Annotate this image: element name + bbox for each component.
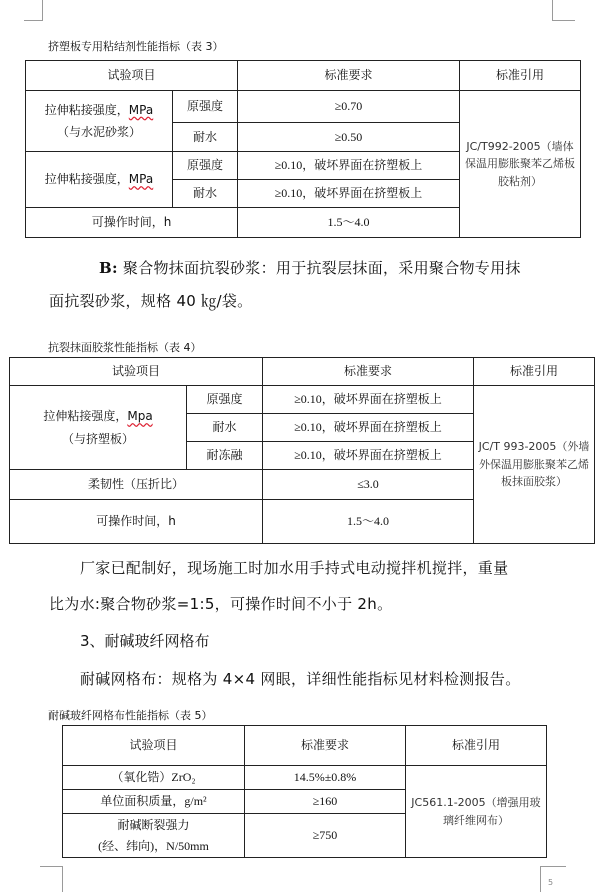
table5-strength-cell [63,814,245,858]
table4-group-label: 拉伸粘接强度，Mpa [43,409,153,424]
table4-group-sub: （与挤塑板） [61,431,134,446]
table4-header-requirement: 标准要求 [263,358,474,386]
table5-caption: 耐碱玻纤网格布性能指标（表 5） [48,709,213,722]
table3-group1-sub: （与水泥砂浆） [56,125,141,139]
table3-cond-4: 耐水 [173,180,238,208]
table5-strength-line1: 耐碱断裂强力 [117,818,190,833]
table3-operable-label: 可操作时间，h [26,208,238,238]
table3-group1-cell [26,91,173,152]
section3-heading: 3、耐碱玻纤网格布 [80,632,210,650]
table4-flex-req: ≤3.0 [263,470,474,500]
para-b-label: B: [99,259,118,277]
table5 [62,725,547,858]
table3-reference: JC/T992-2005（墙体保温用膨胀聚苯乙烯板胶粘剂） [460,91,581,238]
table4-cond-2: 耐水 [187,414,263,442]
table-row [10,386,595,414]
table5-header-reference: 标准引用 [406,726,547,766]
table3-group2-label: 拉伸粘接强度，MPa [26,152,173,208]
para-mix-line2: 比为水:聚合物砂浆=1:5，可操作时间不小于 2h。 [49,595,393,613]
table5-strength-line2: (经、纬向)，N/50mm [98,838,209,853]
unit-spellcheck-mark: MPa [128,102,154,117]
table3 [25,60,581,238]
table3-req-4: ≥0.10，破坏界面在挤塑板上 [238,180,460,208]
para-b-line2: 面抗裂砂浆，规格 40 ㎏/袋。 [49,292,253,310]
table5-req-2: ≥160 [245,790,406,814]
table3-group1-label: 拉伸粘接强度，MPa [44,102,154,117]
unit-spellcheck-mark: MPa [128,172,154,187]
table3-operable-req: 1.5～4.0 [238,208,460,238]
para-b-line1 [99,257,521,278]
table3-header-row [26,61,581,91]
table4-req-3: ≥0.10，破坏界面在挤塑板上 [263,442,474,470]
table4-operable-req: 1.5～4.0 [263,500,474,544]
table3-req-2: ≥0.50 [238,123,460,152]
table5-req-1: 14.5%±0.8% [245,766,406,790]
table-row [26,91,581,123]
crop-mark-top-left [24,0,43,21]
table4-caption: 抗裂抹面胶浆性能指标（表 4） [48,341,202,354]
table4-header-item: 试验项目 [10,358,263,386]
table5-strength-req: ≥750 [245,814,406,858]
table4-req-2: ≥0.10，破坏界面在挤塑板上 [263,414,474,442]
table3-caption: 挤塑板专用粘结剂性能指标（表 3） [48,40,224,53]
table4-cond-1: 原强度 [187,386,263,414]
table5-item-2: 单位面积质量，g/m² [63,790,245,814]
table3-cond-1: 原强度 [173,91,238,123]
para-b-text1: 聚合物抹面抗裂砂浆：用于抗裂层抹面，采用聚合物专用抹 [122,259,521,277]
page-number: 5 [548,878,554,887]
table5-header-row [63,726,547,766]
table3-cond-2: 耐水 [173,123,238,152]
crop-mark-top-right [552,0,575,21]
table4-flex-label: 柔韧性（压折比） [10,470,263,500]
table5-item-1: （氧化锆）ZrO₂ [63,766,245,790]
table3-header-item: 试验项目 [26,61,238,91]
table5-header-item: 试验项目 [63,726,245,766]
table4-operable-label: 可操作时间，h [10,500,263,544]
para-mix-line1: 厂家已配制好，现场施工时加水用手持式电动搅拌机搅拌，重量 [80,559,509,577]
table5-header-requirement: 标准要求 [245,726,406,766]
table3-header-reference: 标准引用 [460,61,581,91]
table-row [63,766,547,790]
crop-mark-bottom-left [40,866,63,892]
table3-cond-3: 原强度 [173,152,238,180]
table4-reference: JC/T 993-2005（外墙外保温用膨胀聚苯乙烯板抹面胶浆） [474,386,595,544]
table3-header-requirement: 标准要求 [238,61,460,91]
section3-text: 耐碱网格布：规格为 4×4 网眼，详细性能指标见材料检测报告。 [80,670,521,688]
table4-group-cell [10,386,187,470]
table4-req-1: ≥0.10，破坏界面在挤塑板上 [263,386,474,414]
table4-cond-3: 耐冻融 [187,442,263,470]
table3-req-1: ≥0.70 [238,91,460,123]
table3-req-3: ≥0.10，破坏界面在挤塑板上 [238,152,460,180]
table4 [9,357,595,544]
table4-header-reference: 标准引用 [474,358,595,386]
unit-spellcheck-mark: Mpa [127,409,153,424]
table5-reference: JC561.1-2005（增强用玻璃纤维网布） [406,766,547,858]
table4-header-row [10,358,595,386]
